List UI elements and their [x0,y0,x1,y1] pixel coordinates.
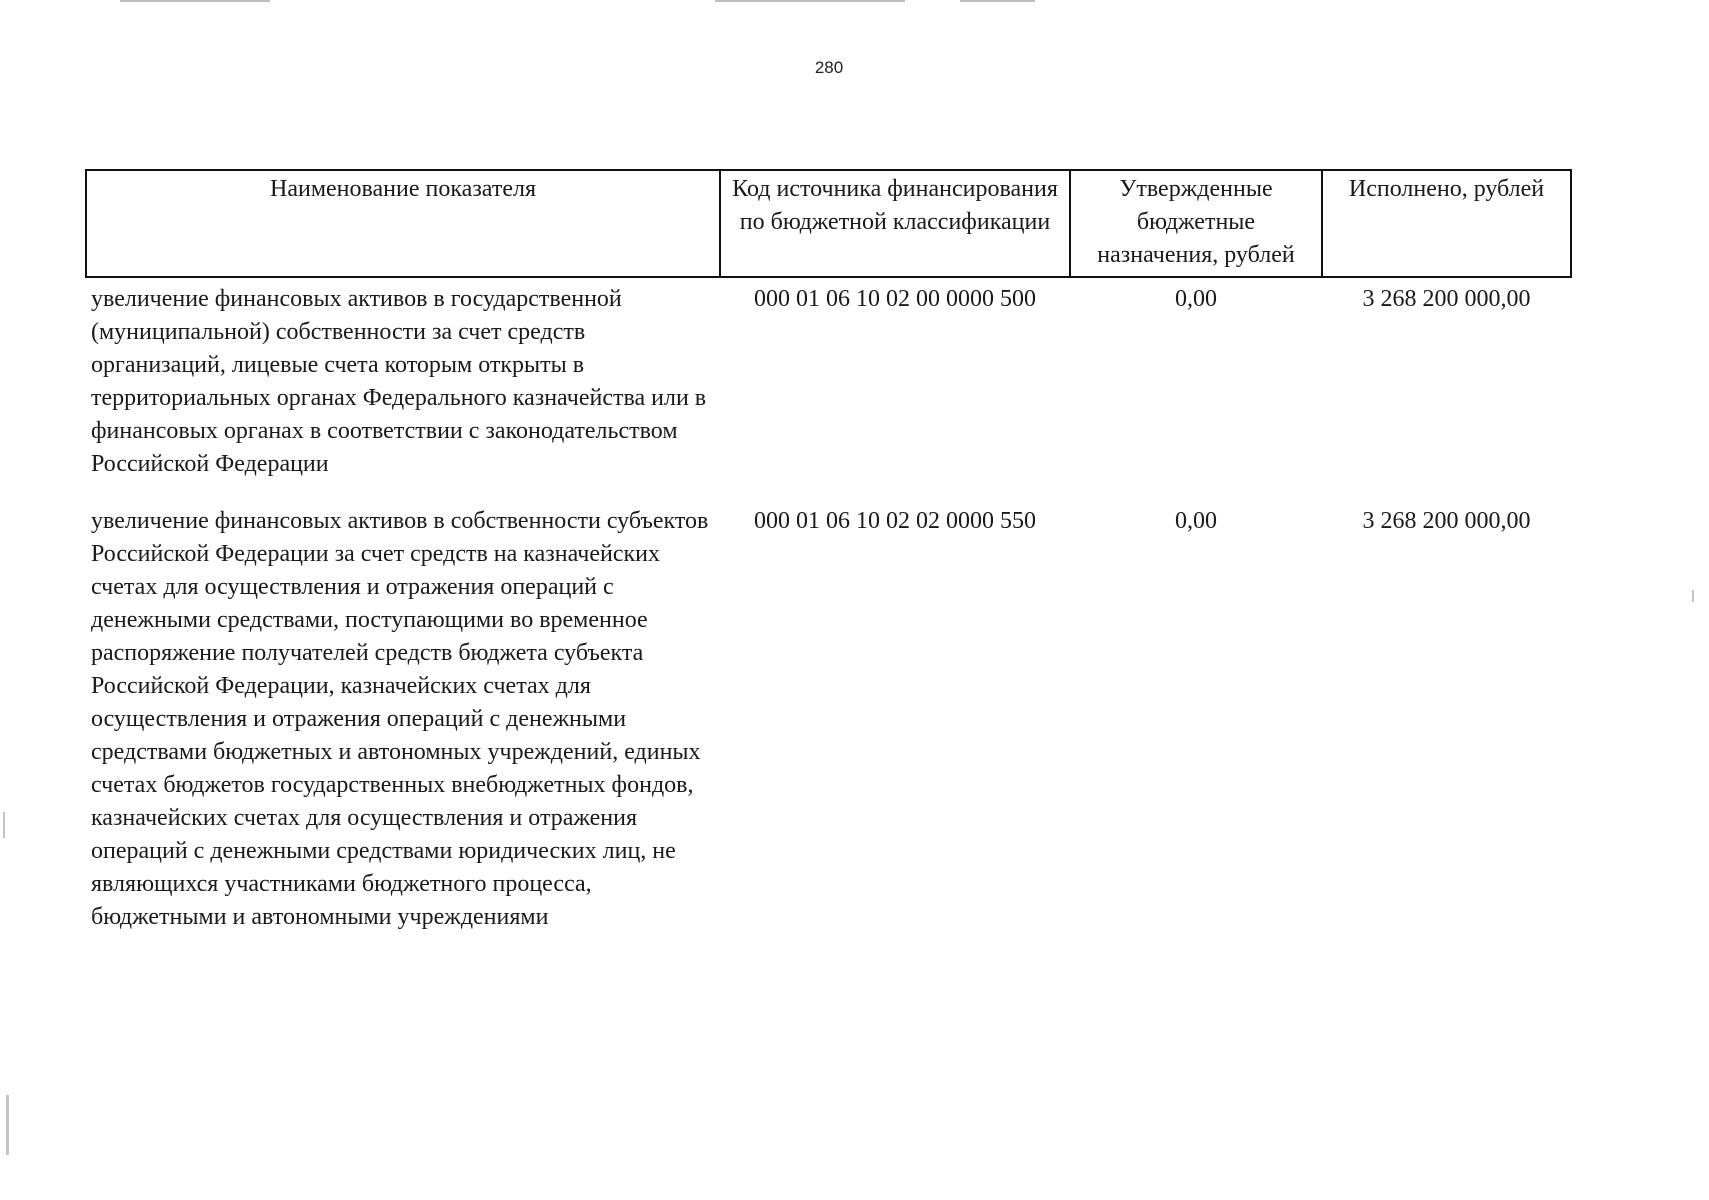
scan-edge-line [960,0,1035,2]
table-row [86,277,1571,503]
row-executed-amount: 3 268 200 000,00 [1362,286,1531,312]
header-executed-amount: Исполнено, рублей [1322,170,1571,277]
table-row [86,503,1571,934]
scan-speck [6,1095,9,1155]
page-number: 280 [814,58,844,77]
header-approved-amount: Утвержденные бюджетные назначения, рублей [1070,170,1322,277]
row-executed-amount: 3 268 200 000,00 [1362,508,1531,534]
header-indicator-name: Наименование показателя [86,170,720,277]
row-source-code: 000 01 06 10 02 00 0000 500 [754,286,1036,312]
header-source-code: Код источника финансирования по бюджетной классификации [720,170,1070,277]
scan-edge-line [715,0,905,2]
scan-edge-line [120,0,270,2]
row-indicator-name: увеличение финансовых активов в собственности субъектов Российской Федерации за счет средств на казначейских счетах для осуществления и отражения операций с денежными средствами, поступающими во временное распоряжение получателей средств бюджета субъекта Российской Федерации, казначейских счетах для осуществления и отражения операций с денежными средствами бюджетных и автономных учреждений, единых счетах бюджетов государственных внебюджетных фондов, казначейских счетах для осуществления и отражения операций с денежными средствами юридических лиц, не являющихся участниками бюджетного процесса, бюджетными и автономными учреждениями [91,508,709,930]
row-indicator-name: увеличение финансовых активов в государственной (муниципальной) собственности за счет средств организаций, лицевые счета которым открыты в территориальных органах Федерального казначейства или в финансовых органах в соответствии с законодательством Российской Федерации [91,286,707,477]
scan-speck [3,812,5,838]
row-source-code: 000 01 06 10 02 02 0000 550 [754,508,1036,534]
scan-speck [1692,590,1694,602]
row-approved-amount: 0,00 [1175,508,1217,534]
table-header-row [86,170,1571,277]
financing-sources-table [85,169,1572,934]
row-approved-amount: 0,00 [1175,286,1217,312]
